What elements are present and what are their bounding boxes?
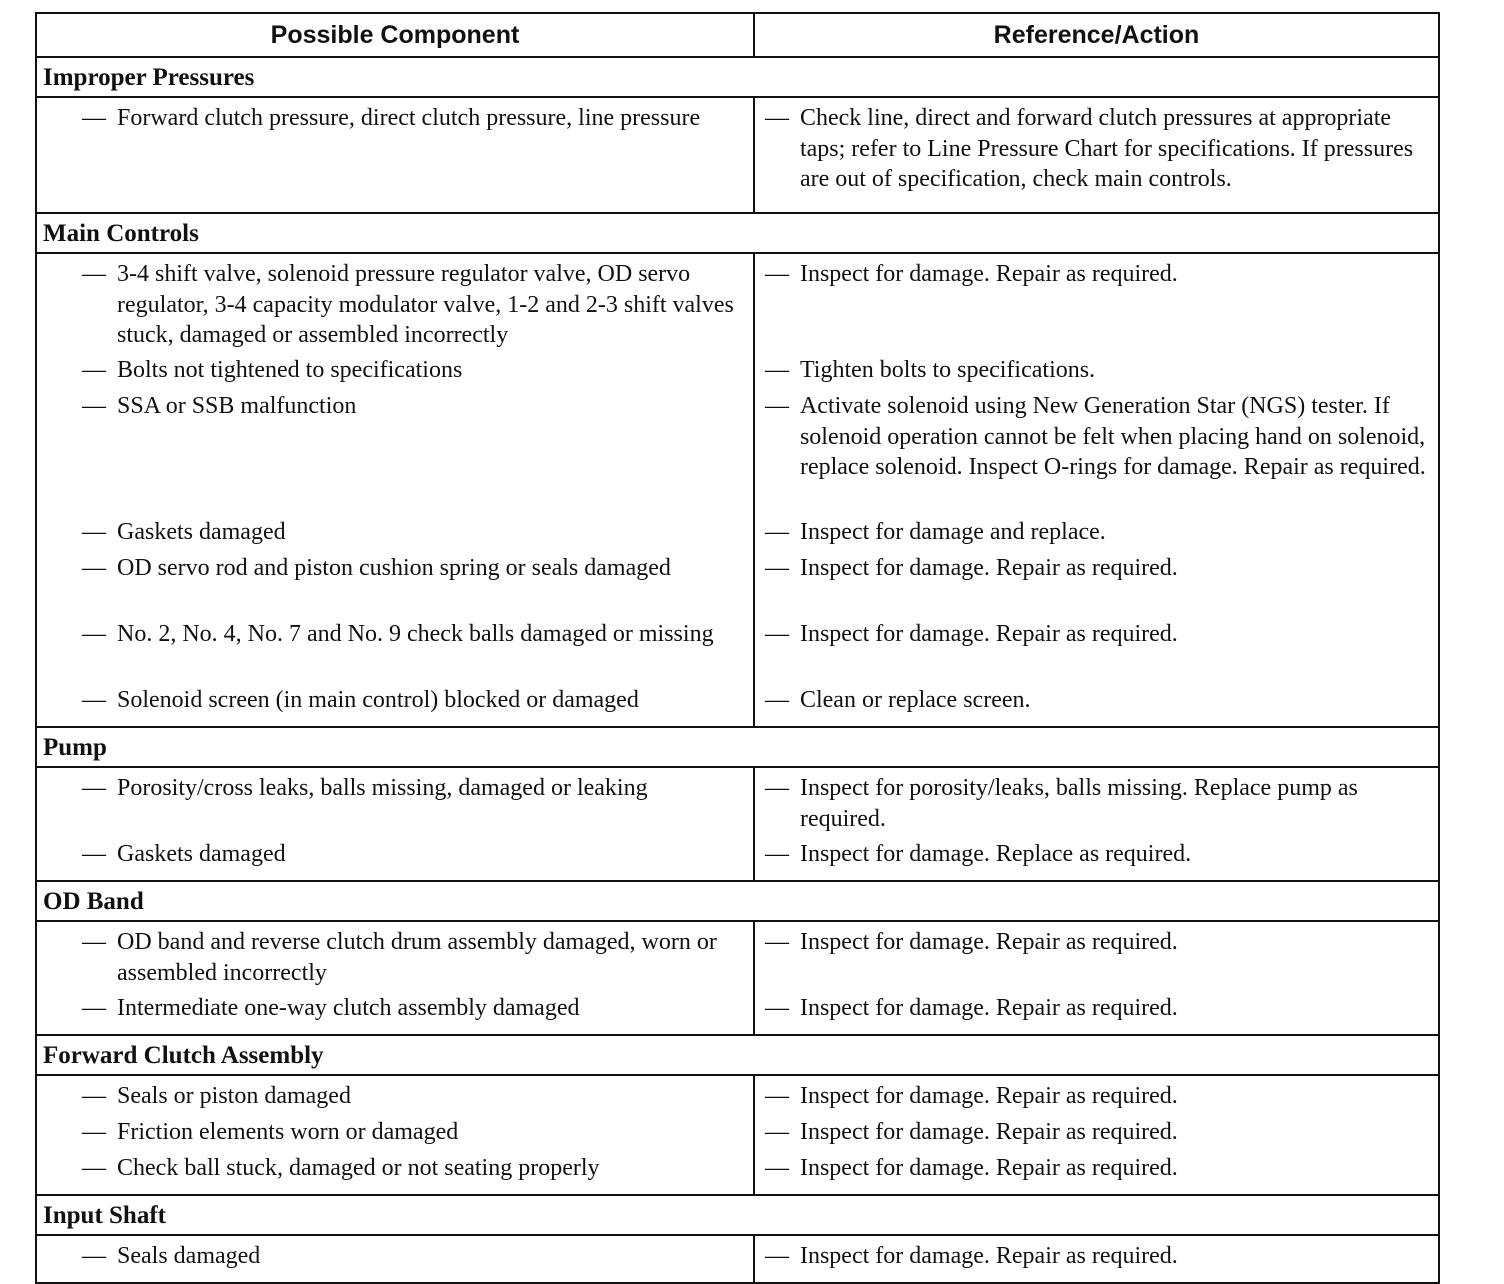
em-dash-bullet: —: [82, 775, 106, 801]
em-dash-bullet: —: [82, 621, 106, 647]
action-item-text: Inspect for damage. Repair as required.: [799, 1083, 1178, 1109]
em-dash-bullet: —: [82, 519, 106, 545]
section-body: [37, 1236, 1438, 1284]
action-item-text: Inspect for porosity/leaks, balls missing. Replace pump as required.: [799, 775, 1358, 832]
em-dash-bullet: —: [82, 357, 106, 383]
action-item: [755, 517, 1438, 553]
header-reference-action: Reference/Action: [993, 20, 1200, 49]
header-possible-component: Possible Component: [37, 14, 755, 56]
em-dash-bullet: —: [82, 1083, 106, 1109]
table-sections: [37, 58, 1438, 1284]
em-dash-bullet: —: [764, 555, 789, 581]
em-dash-bullet: —: [82, 393, 106, 419]
em-dash-bullet: —: [82, 1119, 106, 1145]
action-item: [755, 839, 1438, 875]
action-item: [755, 685, 1438, 721]
action-item: [755, 553, 1438, 619]
component-item: [37, 1081, 753, 1117]
action-column: [755, 254, 1438, 726]
em-dash-bullet: —: [764, 1083, 789, 1109]
em-dash-bullet: —: [82, 841, 106, 867]
component-item-text: Bolts not tightened to specifications: [117, 357, 463, 383]
component-item-text: Gaskets damaged: [117, 841, 286, 867]
action-column: [755, 98, 1438, 212]
em-dash-bullet: —: [764, 1243, 789, 1269]
section-title: Main Controls: [37, 214, 1438, 254]
em-dash-bullet: —: [82, 995, 106, 1021]
action-item-text: Inspect for damage. Repair as required.: [799, 1243, 1178, 1269]
diagnosis-table: [35, 12, 1440, 1284]
component-column: [37, 254, 755, 726]
component-column: [37, 1076, 755, 1194]
em-dash-bullet: —: [764, 105, 789, 131]
action-item-text: Inspect for damage. Repair as required.: [799, 929, 1178, 955]
em-dash-bullet: —: [764, 1119, 789, 1145]
action-item: [755, 355, 1438, 391]
component-item-text: Gaskets damaged: [117, 519, 286, 545]
table-header: [37, 14, 1438, 58]
action-item: [755, 391, 1438, 517]
component-item-text: Check ball stuck, damaged or not seating properly: [117, 1155, 600, 1181]
action-item-text: Check line, direct and forward clutch pressures at appropriate taps; refer to Line Pressure Chart for specifications. If pressures are out of specification, check main controls.: [799, 105, 1414, 192]
component-item: [37, 355, 753, 391]
component-item-text: Forward clutch pressure, direct clutch pressure, line pressure: [117, 105, 701, 131]
action-item-text: Inspect for damage. Repair as required.: [799, 621, 1178, 647]
component-item-text: Porosity/cross leaks, balls missing, damaged or leaking: [117, 775, 648, 801]
action-item: [755, 927, 1438, 993]
action-item-text: Inspect for damage and replace.: [799, 519, 1106, 545]
em-dash-bullet: —: [764, 393, 789, 419]
action-item-text: Inspect for damage. Repair as required.: [799, 995, 1178, 1021]
section-title: Input Shaft: [37, 1196, 1438, 1236]
component-item: [37, 685, 753, 721]
em-dash-bullet: —: [764, 519, 789, 545]
action-item-text: Inspect for damage. Repair as required.: [799, 555, 1178, 581]
component-item: [37, 1117, 753, 1153]
component-item-text: Friction elements worn or damaged: [117, 1119, 459, 1145]
component-item: [37, 993, 753, 1029]
component-item: [37, 103, 753, 207]
em-dash-bullet: —: [764, 1155, 789, 1181]
section-title: OD Band: [37, 882, 1438, 922]
action-column: [755, 768, 1438, 880]
component-item-text: 3-4 shift valve, solenoid pressure regulator valve, OD servo regulator, 3-4 capacity modulator valve, 1-2 and 2-3 shift valves stuck, damaged or assembled incorrectly: [117, 261, 734, 348]
em-dash-bullet: —: [764, 261, 789, 287]
action-column: [755, 922, 1438, 1034]
component-item: [37, 259, 753, 355]
section-body: [37, 254, 1438, 728]
component-item: [37, 517, 753, 553]
action-item-text: Activate solenoid using New Generation Star (NGS) tester. If solenoid operation cannot be felt when placing hand on solenoid, replace solenoid. Inspect O-rings for damage. Repair as required.: [799, 393, 1426, 480]
section-body: [37, 922, 1438, 1036]
component-item: [37, 1153, 753, 1189]
em-dash-bullet: —: [82, 261, 106, 287]
action-column: [755, 1236, 1438, 1282]
component-item: [37, 553, 753, 619]
em-dash-bullet: —: [82, 687, 106, 713]
section-title: Pump: [37, 728, 1438, 768]
em-dash-bullet: —: [764, 687, 789, 713]
component-column: [37, 1236, 755, 1282]
em-dash-bullet: —: [764, 929, 789, 955]
action-item: [755, 773, 1438, 839]
action-item: [755, 1081, 1438, 1117]
action-item-text: Inspect for damage. Repair as required.: [799, 1119, 1178, 1145]
component-item: [37, 391, 753, 517]
component-item-text: Seals damaged: [117, 1243, 261, 1269]
action-item-text: Clean or replace screen.: [799, 687, 1031, 713]
component-item: [37, 1241, 753, 1277]
action-item: [755, 1117, 1438, 1153]
component-item-text: Solenoid screen (in main control) blocked or damaged: [117, 687, 639, 713]
section-body: [37, 768, 1438, 882]
component-item: [37, 773, 753, 839]
em-dash-bullet: —: [764, 995, 789, 1021]
section-title: Forward Clutch Assembly: [37, 1036, 1438, 1076]
em-dash-bullet: —: [82, 1243, 106, 1269]
section-title: Improper Pressures: [37, 58, 1438, 98]
action-item-text: Inspect for damage. Repair as required.: [799, 1155, 1178, 1181]
component-item-text: Seals or piston damaged: [117, 1083, 351, 1109]
action-column: [755, 1076, 1438, 1194]
component-item: [37, 619, 753, 685]
component-column: [37, 922, 755, 1034]
em-dash-bullet: —: [82, 555, 106, 581]
component-item-text: SSA or SSB malfunction: [117, 393, 357, 419]
action-item-text: Inspect for damage. Replace as required.: [799, 841, 1192, 867]
em-dash-bullet: —: [764, 775, 789, 801]
em-dash-bullet: —: [82, 105, 106, 131]
em-dash-bullet: —: [82, 929, 106, 955]
em-dash-bullet: —: [82, 1155, 106, 1181]
action-item-text: Tighten bolts to specifications.: [799, 357, 1096, 383]
em-dash-bullet: —: [764, 621, 789, 647]
em-dash-bullet: —: [764, 841, 789, 867]
action-item: [755, 993, 1438, 1029]
component-column: [37, 768, 755, 880]
component-column: [37, 98, 755, 212]
action-item: [755, 1241, 1438, 1277]
component-item-text: Intermediate one-way clutch assembly damaged: [117, 995, 580, 1021]
section-body: [37, 98, 1438, 214]
component-item-text: No. 2, No. 4, No. 7 and No. 9 check balls damaged or missing: [117, 621, 714, 647]
component-item: [37, 927, 753, 993]
action-item: [755, 259, 1438, 355]
action-item-text: Inspect for damage. Repair as required.: [799, 261, 1178, 287]
action-item: [755, 1153, 1438, 1189]
em-dash-bullet: —: [764, 357, 789, 383]
component-item-text: OD band and reverse clutch drum assembly damaged, worn or assembled incorrectly: [117, 929, 717, 986]
section-body: [37, 1076, 1438, 1196]
action-item: [755, 103, 1438, 207]
component-item: [37, 839, 753, 875]
component-item-text: OD servo rod and piston cushion spring or seals damaged: [117, 555, 671, 581]
action-item: [755, 619, 1438, 685]
